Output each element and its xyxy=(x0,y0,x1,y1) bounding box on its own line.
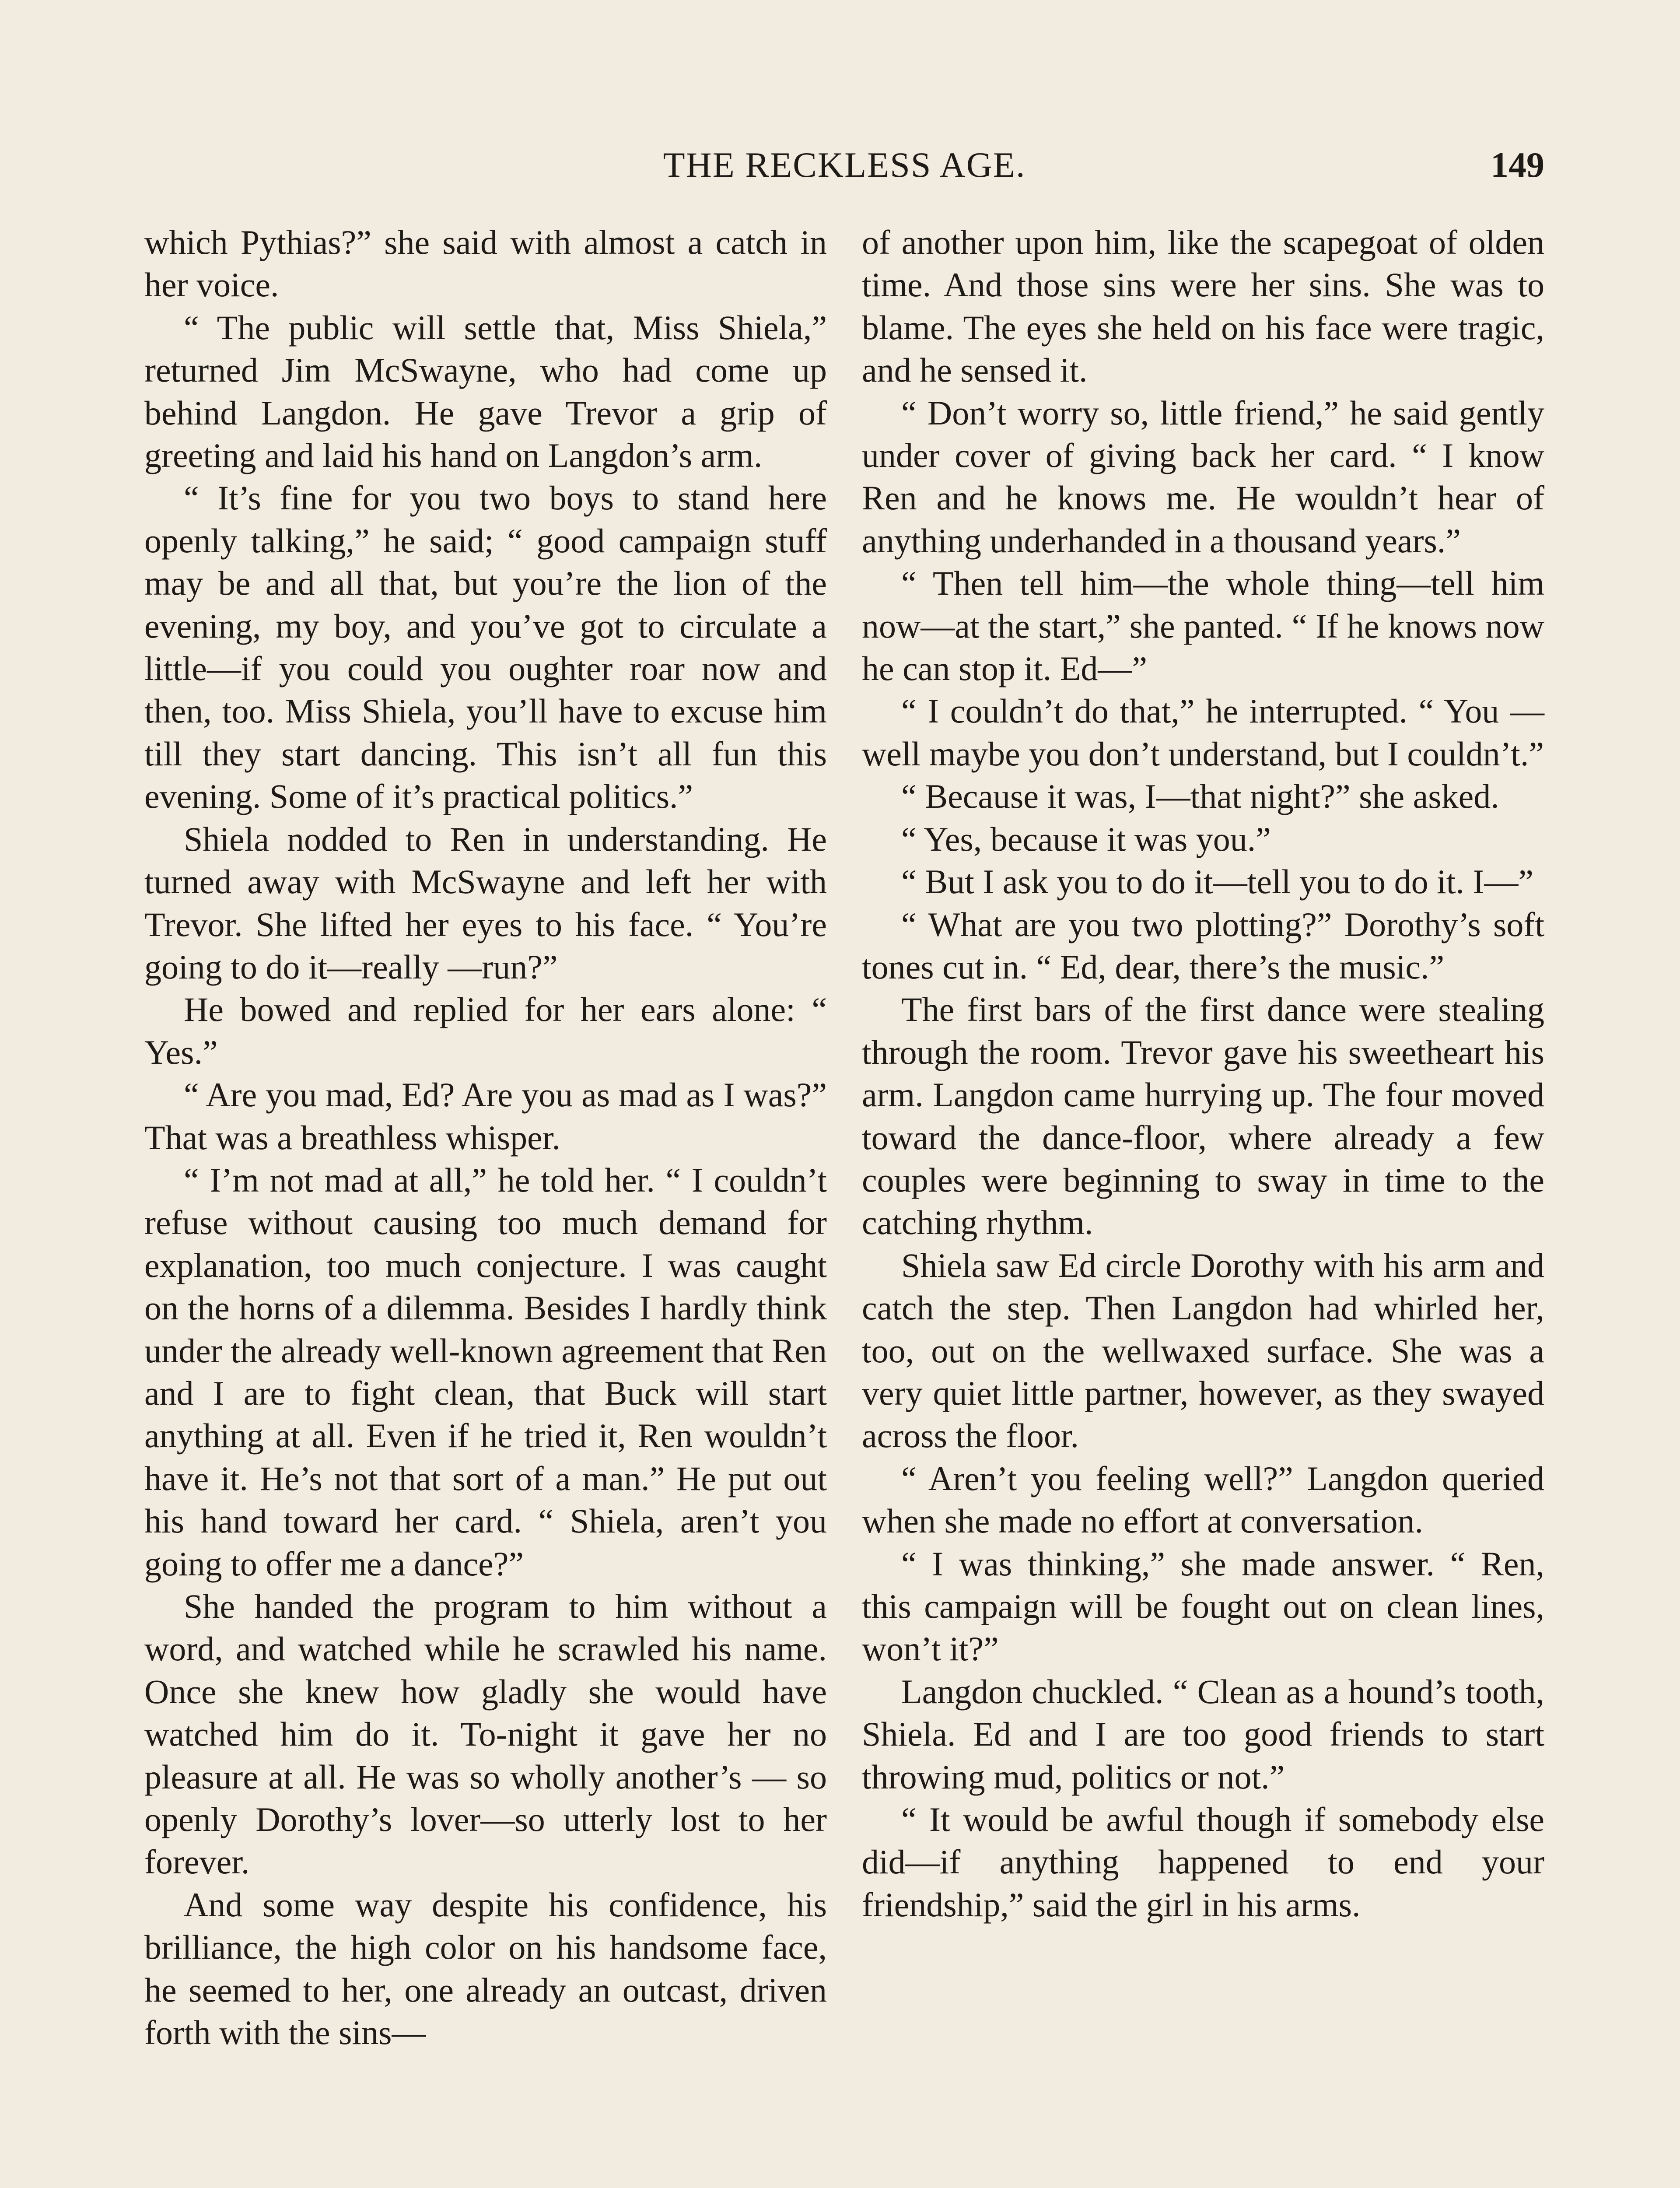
right-column xyxy=(862,221,1544,2188)
paragraph: “ Are you mad, Ed? Are you as mad as I was?” That was a breathless whisper. xyxy=(144,1076,827,1157)
paragraph: “ Because it was, I—that night?” she asked. xyxy=(901,777,1499,816)
paragraph: “ Don’t worry so, little friend,” he said gently under cover of giving back her card. “ I know Ren and he knows me. He wouldn’t hear of anything underhanded in a thousand years.” xyxy=(862,393,1544,560)
paragraph: He bowed and replied for her ears alone: “ Yes.” xyxy=(144,990,827,1071)
left-column xyxy=(144,221,827,2188)
page-number: 149 xyxy=(1491,145,1544,185)
paragraph: “ Aren’t you feeling well?” Langdon queried when she made no effort at conversation. xyxy=(862,1459,1544,1540)
paragraph: The first bars of the first dance were stealing through the room. Trevor gave his sweetheart his arm. Langdon came hurrying up. The four moved toward the dance-floor, where already a few couples were beginning to sway in time to the catching rhythm. xyxy=(862,990,1544,1242)
paragraph: Shiela saw Ed circle Dorothy with his arm and catch the step. Then Langdon had whirled her, too, out on the wellwaxed surface. She was a very quiet little partner, however, as they swayed across the floor. xyxy=(862,1246,1544,1455)
paragraph: And some way despite his confidence, his brilliance, the high color on his handsome face, he seemed to her, one already an outcast, driven forth with the sins— xyxy=(144,1885,827,2052)
paragraph: “ Yes, because it was you.” xyxy=(901,820,1271,858)
paragraph: “ I couldn’t do that,” he interrupted. “ You — well maybe you don’t understand, but I couldn’t.” xyxy=(862,692,1544,773)
paragraph: “ Then tell him—the whole thing—tell him now—at the start,” she panted. “ If he knows now he can stop it. Ed—” xyxy=(862,564,1544,688)
running-title: THE RECKLESS AGE. xyxy=(663,145,1026,185)
page-header xyxy=(144,144,1544,193)
paragraph: “ I was thinking,” she made answer. “ Ren, this campaign will be fought out on clean lines, won’t it?” xyxy=(862,1544,1544,1668)
paragraph: of another upon him, like the scapegoat of olden time. And those sins were her sins. She was to blame. The eyes she held on his face were tragic, and he sensed it. xyxy=(862,223,1544,389)
paragraph: “ It would be awful though if somebody else did—if anything happened to end your friendship,” said the girl in his arms. xyxy=(862,1800,1544,1924)
paragraph: “ I’m not mad at all,” he told her. “ I couldn’t refuse without causing too much demand for explanation, too much conjecture. I was caught on the horns of a dilemma. Besides I hardly think under the already well-known agreement that Ren and I are to fight clean, that Buck will start anything at all. Even if he tried it, Ren wouldn’t have it. He’s not that sort of a man.” He put out his hand toward her card. “ Shiela, aren’t you going to offer me a dance?” xyxy=(144,1161,827,1583)
paragraph: “ The public will settle that, Miss Shiela,” returned Jim McSwayne, who had come up behind Langdon. He gave Trevor a grip of greeting and laid his hand on Langdon’s arm. xyxy=(144,308,827,475)
paragraph: “ It’s fine for you two boys to stand here openly talking,” he said; “ good campaign stuff may be and all that, but you’re the lion of the evening, my boy, and you’ve got to circulate a little—if you could you oughter roar now and then, too. Miss Shiela, you’ll have to excuse him till they start dancing. This isn’t all fun this evening. Some of it’s practical politics.” xyxy=(144,479,827,816)
paragraph: “ What are you two plotting?” Dorothy’s soft tones cut in. “ Ed, dear, there’s the music.” xyxy=(862,905,1544,986)
paragraph: Langdon chuckled. “ Clean as a hound’s tooth, Shiela. Ed and I are too good friends to start throwing mud, politics or not.” xyxy=(862,1672,1544,1796)
paragraph: which Pythias?” she said with almost a catch in her voice. xyxy=(144,223,827,304)
paragraph: She handed the program to him without a word, and watched while he scrawled his name. Once she knew how gladly she would have watched him do it. To-night it gave her no pleasure at all. He was so wholly another’s — so openly Dorothy’s lover—so utterly lost to her forever. xyxy=(144,1587,827,1881)
paragraph: Shiela nodded to Ren in understanding. He turned away with McSwayne and left her with Trevor. She lifted her eyes to his face. “ You’re going to do it—really —run?” xyxy=(144,820,827,986)
paragraph: “ But I ask you to do it—tell you to do it. I—” xyxy=(901,863,1534,901)
